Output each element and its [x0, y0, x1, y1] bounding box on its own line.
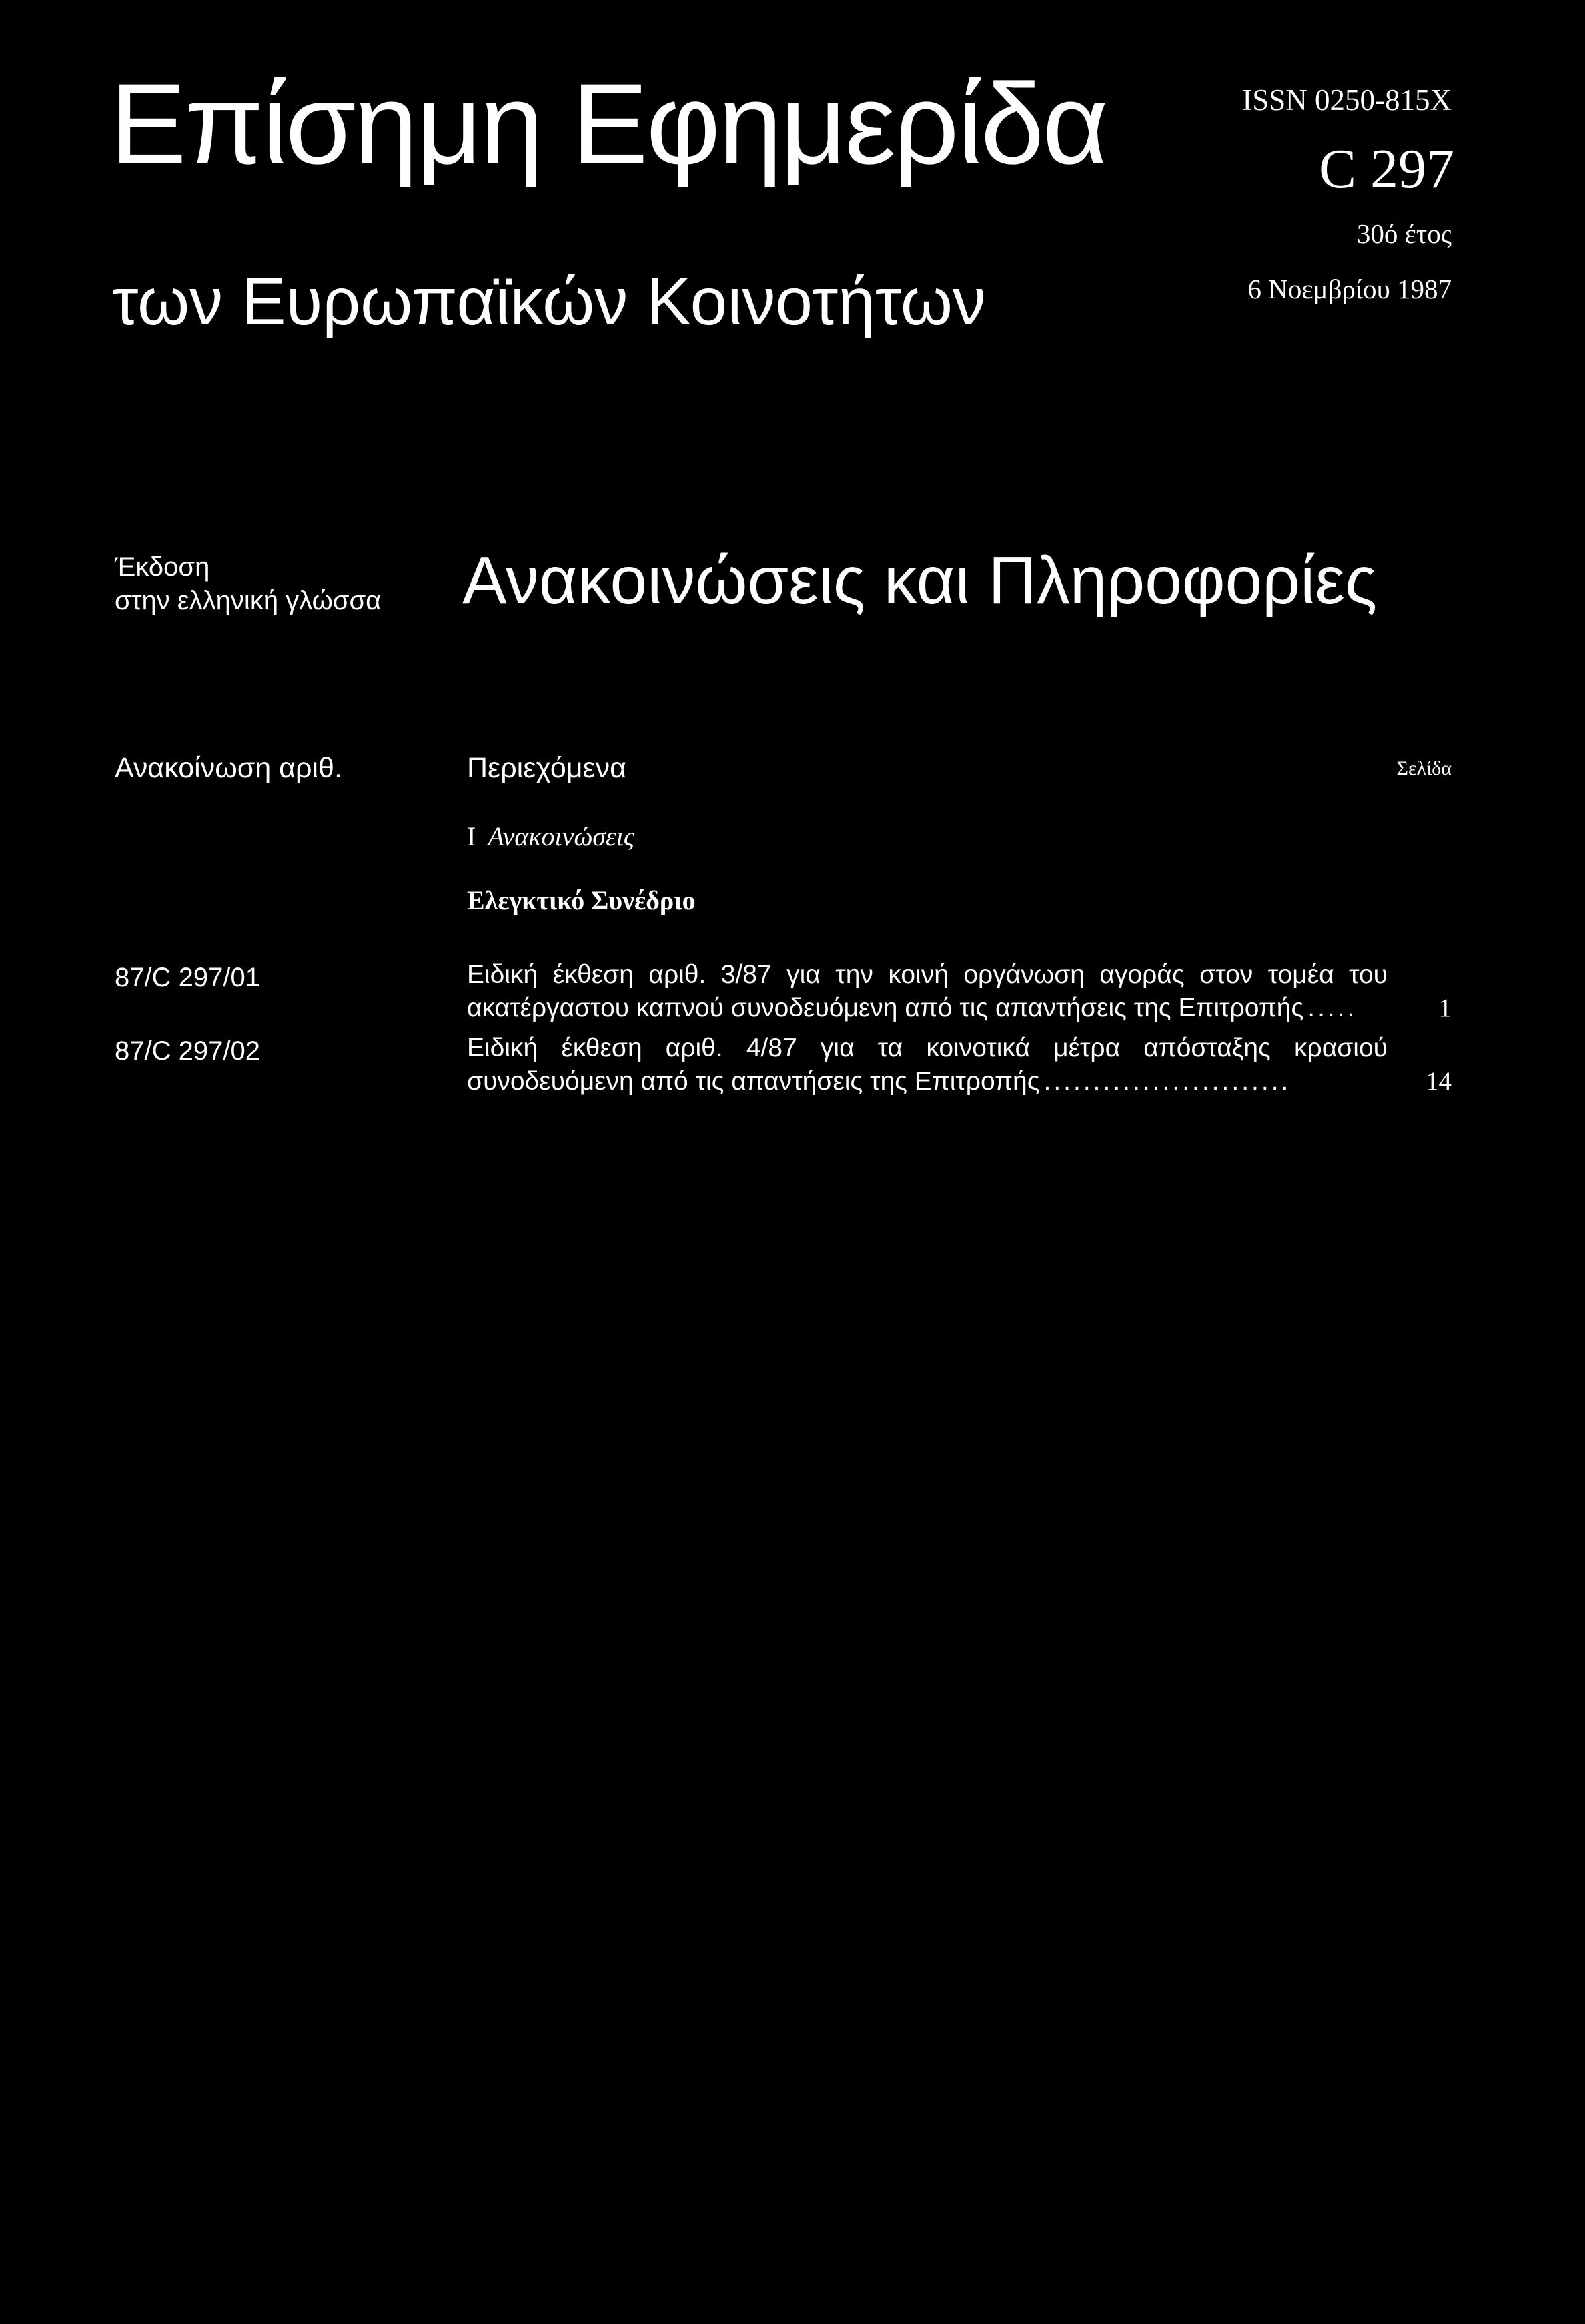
- journal-title: Επίσημη Εφημερίδα: [110, 60, 1107, 188]
- part-title: Ανακοινώσεις: [488, 821, 635, 851]
- edition-line-2: στην ελληνική γλώσσα: [115, 586, 382, 615]
- publication-year: 30ό έτος: [1356, 218, 1452, 249]
- contents-entry[interactable]: [467, 958, 1452, 1025]
- edition-language: [115, 550, 381, 617]
- section-title: Ανακοινώσεις και Πληροφορίες: [462, 543, 1378, 618]
- entry-title-line-1: Ειδική έκθεση αριθ. 3/87 για την κοινή οργάνωση αγοράς στον τομέα του: [467, 960, 1388, 989]
- entry-title-text: συνοδευόμενη από τις απαντήσεις της Επιτροπής: [467, 1067, 1040, 1096]
- entry-page: 14: [1426, 1067, 1452, 1096]
- contents-entry[interactable]: [467, 1032, 1452, 1098]
- publication-date: 6 Νοεμβρίου 1987: [1247, 274, 1452, 304]
- edition-line-1: Έκδοση: [115, 552, 210, 582]
- leader-dots: .....: [1307, 994, 1358, 1022]
- entry-number: 87/C 297/01: [115, 963, 260, 992]
- journal-subtitle: των Ευρωπαϊκών Κοινοτήτων: [112, 264, 986, 339]
- entry-title-line-1: Ειδική έκθεση αριθ. 4/87 για τα κοινοτικά μέτρα απόσταξης κρασιού: [467, 1034, 1388, 1062]
- entry-page: 1: [1438, 994, 1452, 1022]
- entry-title-line-2: [467, 992, 1452, 1025]
- column-header-number: Ανακοίνωση αριθ.: [115, 752, 342, 784]
- entry-number: 87/C 297/02: [115, 1036, 260, 1066]
- issue-number: C 297: [1318, 138, 1454, 200]
- part-roman: I: [467, 821, 476, 851]
- issn: ISSN 0250-815X: [1242, 83, 1452, 117]
- entry-title-text: ακατέργαστου καπνού συνοδευόμενη από τις απαντήσεις της Επιτροπής: [467, 994, 1304, 1022]
- column-header-contents: Περιεχόμενα: [467, 752, 627, 784]
- leader-dots: .........................: [1043, 1067, 1291, 1096]
- column-header-page: Σελίδα: [1396, 757, 1452, 779]
- body-heading: Ελεγκτικό Συνέδριο: [467, 885, 696, 915]
- entry-title-line-2: [467, 1065, 1452, 1098]
- part-heading: [467, 823, 634, 850]
